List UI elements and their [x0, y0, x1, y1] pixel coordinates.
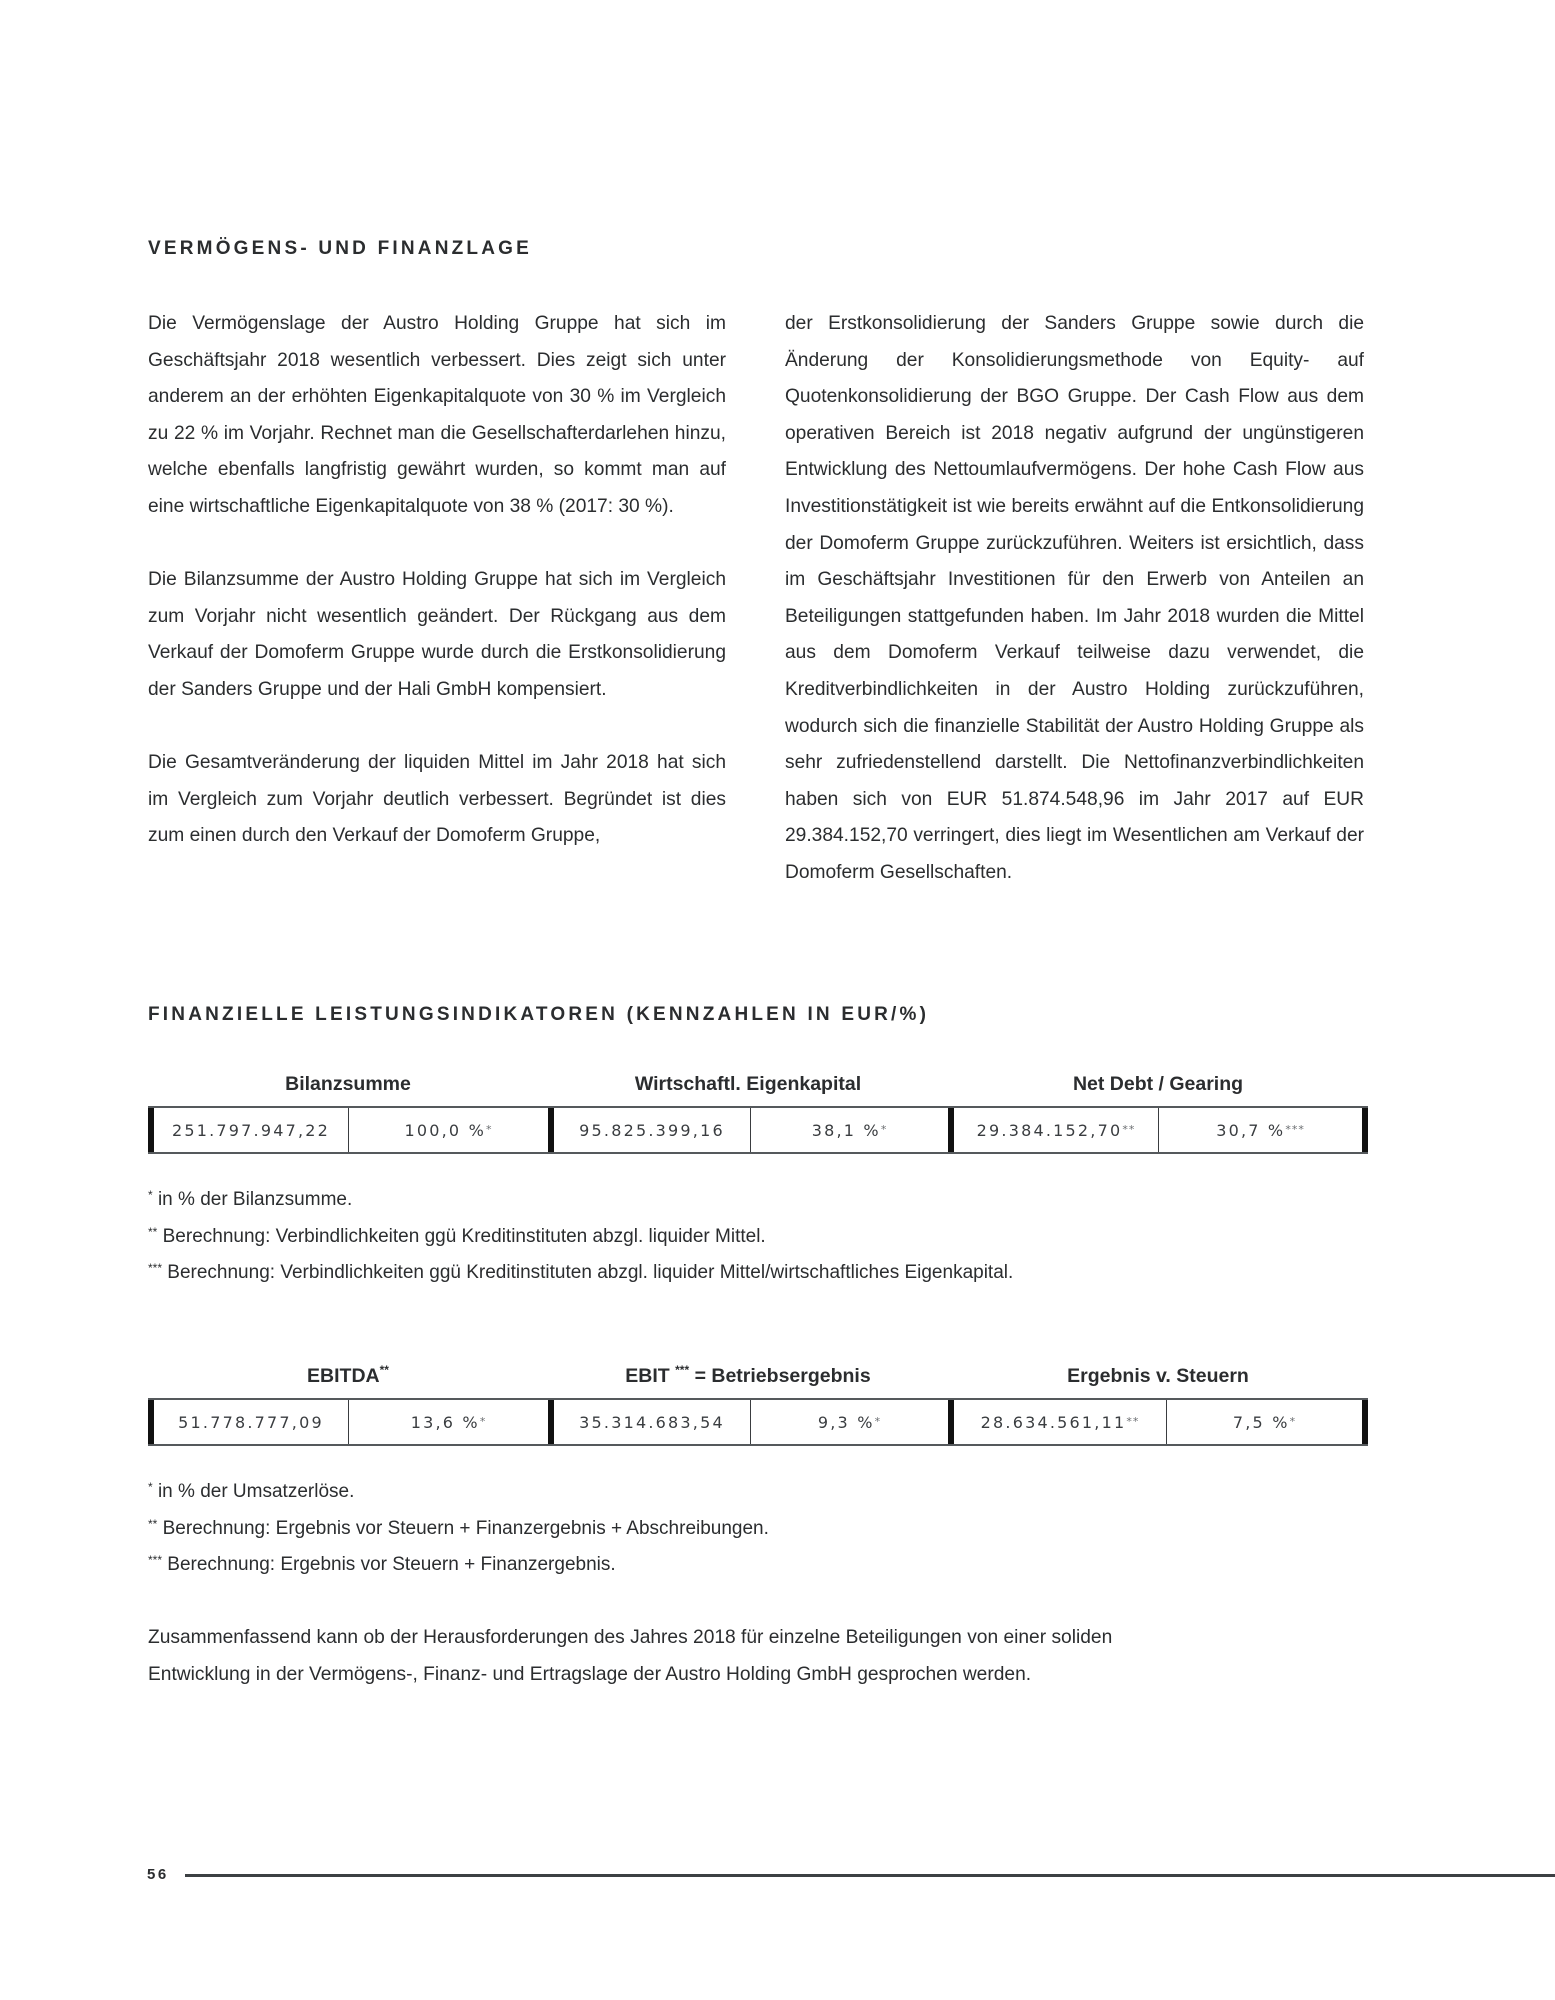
text-column-right	[785, 306, 1364, 892]
kpi-cell-value: 35.314.683,54	[579, 1412, 725, 1432]
kpi-header-bilanzsumme: Bilanzsumme	[285, 1073, 411, 1095]
kpi-cell-percent: 30,7 % ***	[1158, 1108, 1362, 1152]
paragraph-eigenkapitalquote: Die Vermögenslage der Austro Holding Gruppe hat sich im Geschäftsjahr 2018 wesentlich verbessert. Dies zeigt sich unter anderem an der erhöhten Eigenkapitalquote von 30 % im Vergleich zu 22 % im Vorjahr. Rechnet man die Gesellschafterdarlehen hinzu, welche ebenfalls langfristig gewährt wurden, so kommt man auf eine wirtschaftliche Eigenkapitalquote von 38 % (2017: 30 %).	[148, 313, 726, 517]
kpi-cell-percent: 38,1 % *	[750, 1108, 948, 1152]
kpi-cell-value: 28.634.561,11 **	[980, 1412, 1140, 1432]
kpi-table-value-row	[148, 1398, 1368, 1446]
kpi-cell-percent: 13,6 % *	[348, 1400, 548, 1444]
kpi-header-eigenkapital: Wirtschaftl. Eigenkapital	[634, 1073, 862, 1095]
kpi-group-bilanzsumme	[148, 1108, 548, 1152]
footnote: *** Berechnung: Ergebnis vor Steuern + Finanzergebnis.	[148, 1553, 616, 1575]
paragraph-bilanzsumme: Die Bilanzsumme der Austro Holding Gruppe hat sich im Vergleich zum Vorjahr nicht wesentlich geändert. Der Rückgang aus dem Verkauf der Domoferm Gruppe wurde durch die Erstkonsolidierung der Sanders Gruppe und der Hali GmbH kompensiert.	[148, 569, 726, 700]
kpi-table-value-row	[148, 1106, 1368, 1154]
kpi-table-footnotes	[148, 1182, 1013, 1292]
kpi-header-net-debt: Net Debt / Gearing	[1072, 1073, 1244, 1095]
section-title-vermoegens-finanzlage: VERMÖGENS- UND FINANZLAGE	[148, 238, 532, 259]
kpi-cell-percent: 7,5 % *	[1166, 1400, 1362, 1444]
kpi-group-net-debt	[948, 1108, 1368, 1152]
kpi-group-eigenkapital	[548, 1108, 948, 1152]
kpi-header-ebitda: EBITDA**	[307, 1363, 389, 1387]
paragraph-liquide-mittel: Die Gesamtveränderung der liquiden Mittel im Jahr 2018 hat sich im Vergleich zum Vorjahr deutlich verbessert. Begründet ist dies zum einen durch den Verkauf der Domoferm Gruppe,	[148, 752, 726, 847]
kpi-table-balance	[148, 1070, 1368, 1154]
kpi-cell-percent: 9,3 % *	[750, 1400, 948, 1444]
kpi-cell-percent: 100,0 % *	[348, 1108, 548, 1152]
summary-paragraph: Zusammenfassend kann ob der Herausforderungen des Jahres 2018 für einzelne Beteiligungen von einer soliden Entwicklung in der Vermögens-, Finanz- und Ertragslage der Austro Holding GmbH gesprochen werden.	[148, 1627, 1113, 1685]
text-column-left	[148, 306, 726, 855]
kpi-table-header-row	[148, 1362, 1368, 1398]
page-number: 56	[147, 1866, 169, 1883]
kpi-table-header-row	[148, 1070, 1368, 1106]
kpi-cell-value: 251.797.947,22	[171, 1120, 331, 1140]
footnote: ** Berechnung: Verbindlichkeiten ggü Kreditinstituten abzgl. liquider Mittel.	[148, 1224, 766, 1247]
kpi-header-ergebnis-v-steuern: Ergebnis v. Steuern	[1067, 1365, 1249, 1387]
footnote: * in % der Bilanzsumme.	[148, 1188, 353, 1210]
kpi-cell-value: 29.384.152,70 **	[976, 1120, 1136, 1140]
footer-divider	[185, 1874, 1555, 1877]
kpi-group-ergebnis-v-steuern	[948, 1400, 1368, 1444]
kpi-cell-value: 51.778.777,09	[178, 1412, 324, 1432]
kpi-table-earnings	[148, 1362, 1368, 1446]
paragraph-cash-flow: der Erstkonsolidierung der Sanders Gruppe sowie durch die Änderung der Konsolidierungsmethode von Equity- auf Quotenkonsolidierung der BGO Gruppe. Der Cash Flow aus dem operativen Bereich ist 2018 negativ aufgrund der ungünstigeren Entwicklung des Nettoumlaufvermögens. Der hohe Cash Flow aus Investitionstätigkeit ist wie bereits erwähnt auf die Entkonsolidierung der Domoferm Gruppe zurückzuführen. Weiters ist ersichtlich, dass im Geschäftsjahr Investitionen für den Erwerb von Anteilen an Beteiligungen stattgefunden haben. Im Jahr 2018 wurden die Mittel aus dem Domoferm Verkauf teilweise dazu verwendet, die Kreditverbindlichkeiten in der Austro Holding zurückzuführen, wodurch sich die finanzielle Stabilität der Austro Holding Gruppe als sehr zufriedenstellend darstellt. Die Nettofinanzverbindlichkeiten haben sich von EUR 51.874.548,96 im Jahr 2017 auf EUR 29.384.152,70 verringert, dies liegt im Wesentlichen am Verkauf der Domoferm Gesellschaften.	[785, 313, 1364, 883]
footnote: *** Berechnung: Verbindlichkeiten ggü Kreditinstituten abzgl. liquider Mittel/wirtschaftliches Eigenkapital.	[148, 1261, 1014, 1283]
kpi-group-ebit	[548, 1400, 948, 1444]
section-title-leistungsindikatoren: FINANZIELLE LEISTUNGSINDIKATOREN (KENNZAHLEN IN EUR/%)	[148, 1004, 930, 1025]
kpi-group-ebitda	[148, 1400, 548, 1444]
footnote: * in % der Umsatzerlöse.	[148, 1480, 355, 1502]
footnote: ** Berechnung: Ergebnis vor Steuern + Finanzergebnis + Abschreibungen.	[148, 1516, 769, 1539]
kpi-header-ebit: EBIT *** = Betriebsergebnis	[625, 1363, 871, 1387]
kpi-table-footnotes	[148, 1474, 769, 1584]
kpi-cell-value: 95.825.399,16	[579, 1120, 725, 1140]
